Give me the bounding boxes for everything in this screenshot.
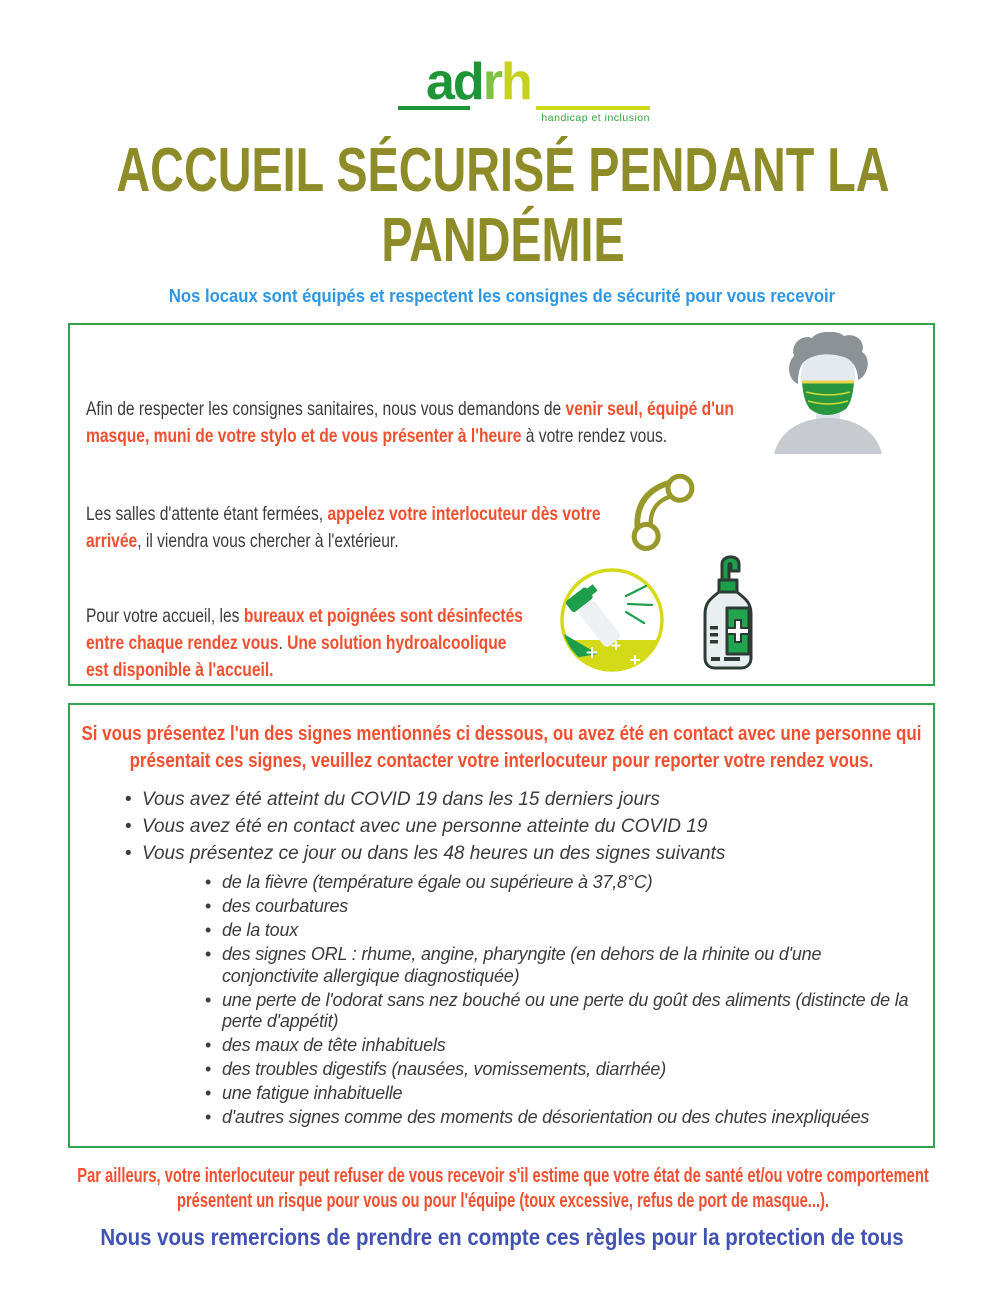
list-item: • Vous avez été atteint du COVID 19 dans les 15 derniers jours (142, 788, 862, 812)
highlight-text: Une solution hydroalcoolique est disponible à l'accueil. (86, 631, 507, 681)
logo-tagline: handicap et inclusion (541, 112, 650, 124)
logo-letter-r: r (482, 53, 501, 111)
text-segment: Les salles d'attente étant fermées, (86, 502, 328, 525)
list-item: • des troubles digestifs (nausées, vomissements, diarrhée) (222, 1059, 922, 1081)
instruction-come-alone (86, 396, 778, 450)
person-wearing-mask-icon (762, 332, 894, 459)
thanks-message: Nous vous remercions de prendre en compte ces règles pour la protection de tous (100, 1224, 904, 1250)
list-item: • de la toux (222, 920, 922, 942)
logo-wordmark (426, 53, 531, 111)
list-item: • Vous avez été en contact avec une personne atteinte du COVID 19 (142, 815, 862, 839)
text-segment: Pour votre accueil, les (86, 604, 244, 627)
list-item: • une fatigue inhabituelle (222, 1083, 922, 1105)
symptoms-box (68, 703, 935, 1148)
highlight-text: bureaux et poignées sont désinfectés entre chaque rendez vous (86, 604, 523, 654)
text-segment: . (278, 631, 288, 654)
highlight-text: venir seul, équipé d'un masque, muni de votre stylo et de vous présenter à l'heure (86, 397, 734, 447)
disinfectant-spray-icon (556, 564, 668, 681)
logo-letter-h: h (500, 53, 531, 111)
adrh-logo (398, 53, 650, 124)
page-subtitle: Nos locaux sont équipés et respectent les consignes de sécurité pour vous recevoir (168, 285, 836, 306)
list-item: • Vous présentez ce jour ou dans les 48 heures un des signes suivants (142, 842, 862, 866)
text-segment: , il viendra vous chercher à l'extérieur. (137, 529, 399, 552)
instruction-disinfection (86, 603, 526, 684)
page-title: ACCUEIL SÉCURISÉ PENDANT LA PANDÉMIE (116, 136, 890, 275)
list-item: • des maux de tête inhabituels (222, 1035, 922, 1057)
symptoms-list-level1 (70, 788, 862, 869)
list-item: • des courbatures (222, 896, 922, 918)
list-item: • une perte de l'odorat sans nez bouché ou une perte du goût des aliments (distincte de la perte d'appétit) (222, 990, 922, 1033)
refusal-warning-text: Par ailleurs, votre interlocuteur peut refuser de vous recevoir s'il estime que votre état de santé et/ou votre comportement présentent un risque pour vous ou pour l'équipe (toux excessive, refus de port de masque...). (77, 1165, 929, 1212)
hydroalcoholic-gel-icon (694, 550, 764, 677)
list-item: • des signes ORL : rhume, angine, pharyngite (en dehors de la rhinite ou d'une conjonctivite allergique diagnostiquée) (222, 944, 922, 987)
text-segment: Afin de respecter les consignes sanitaires, nous vous demandons de (86, 397, 566, 420)
symptoms-warning-heading: Si vous présentez l'un des signes mentionnés ci dessous, ou avez été en contact avec une personne qui présentait ces signes, veuillez contacter votre interlocuteur pour reporter votre rendez vous. (81, 723, 922, 772)
list-item: • de la fièvre (température égale ou supérieure à 37,8°C) (222, 872, 922, 894)
phone-handset-icon (608, 460, 700, 557)
logo-letters-ad: ad (426, 53, 483, 111)
text-segment: à votre rendez vous. (521, 424, 668, 447)
symptoms-list-level2 (70, 872, 922, 1131)
instructions-box (68, 323, 935, 686)
logo-underline-right (536, 106, 650, 110)
highlight-text: appelez votre interlocuteur dès votre arrivée (86, 502, 601, 552)
list-item: • d'autres signes comme des moments de désorientation ou des chutes inexpliquées (222, 1107, 922, 1129)
instruction-call-on-arrival (86, 501, 622, 555)
